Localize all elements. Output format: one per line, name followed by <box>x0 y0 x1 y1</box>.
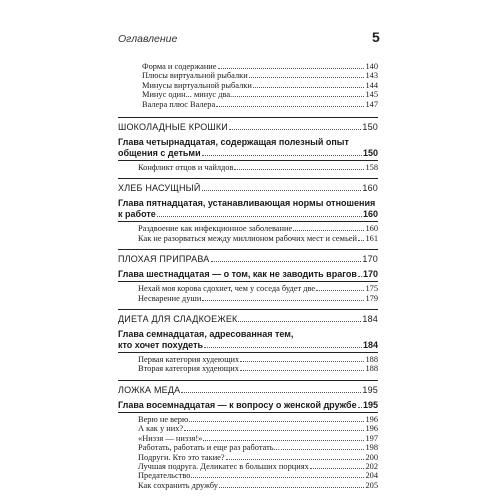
toc-item: Как сохранить дружбу 205 <box>138 480 378 490</box>
toc-item: Плюсы виртуальной рыбалки 143 <box>142 71 378 81</box>
toc-item: Работать, работать и еще раз работать... 198 <box>138 443 378 453</box>
chapter-title: Глава шестнадцатая — о том, как не заводить врагов 170 <box>118 269 378 282</box>
section-heading: ДИЕТА ДЛЯ СЛАДКОЕЖЕК 184 <box>118 309 378 325</box>
toc-item: Минус один... минус два... 145 <box>142 90 378 100</box>
section-heading: ЛОЖКА МЕДА 195 <box>118 380 378 396</box>
toc-item: Несварение души 179 <box>138 293 378 303</box>
toc-item: «Низзя — низзя!» 197 <box>138 433 378 443</box>
toc-item: Вторая категория худеющих 188 <box>138 364 378 374</box>
page-number: 5 <box>372 29 380 45</box>
toc-item: Раздвоение как инфекционное заболевание 160 <box>138 224 378 234</box>
top-items <box>118 62 378 109</box>
toc-item: Первая категория худеющих 188 <box>138 355 378 365</box>
running-title: Оглавление <box>118 33 178 45</box>
toc-item: Подруги. Кто это такие? 200 <box>138 452 378 462</box>
chapter-title: Глава четырнадцатая, содержащая полезный опыт общения с детьми 150 <box>118 137 378 161</box>
toc-item: Лучшая подруга. Деликатес в больших порциях 202 <box>138 461 378 471</box>
chapter-title: Глава пятнадцатая, устанавливающая нормы отношения к работе 160 <box>118 198 378 222</box>
toc-item: Форма и содержание 140 <box>142 62 378 71</box>
toc-item: Как не разорваться между миллионом рабочих мест и семьей 161 <box>138 233 378 243</box>
section-heading: ПЛОХАЯ ПРИПРАВА 170 <box>118 249 378 265</box>
chapter-title: Глава восемнадцатая — к вопросу о женской дружбе 195 <box>118 400 378 413</box>
toc-item: Минусы виртуальной рыбалки 144 <box>142 80 378 90</box>
toc-item: Предательство 204 <box>138 471 378 481</box>
toc-item: Конфликт отцов и чайлдов 158 <box>138 163 378 173</box>
section-heading: ХЛЕБ НАСУЩНЫЙ 160 <box>118 178 378 194</box>
chapter-title: Глава семнадцатая, адресованная тем, кто хочет похудеть 184 <box>118 329 378 353</box>
section-heading: ШОКОЛАДНЫЕ КРОШКИ 150 <box>118 117 378 133</box>
toc-item: Верю не верю 196 <box>138 414 378 424</box>
table-of-contents <box>118 62 378 490</box>
toc-item: А как у них? 196 <box>138 424 378 434</box>
toc-item: Нехай моя корова сдохнет, чем у соседа будет две 175 <box>138 284 378 294</box>
toc-item: Валера плюс Валера 147 <box>142 99 378 109</box>
